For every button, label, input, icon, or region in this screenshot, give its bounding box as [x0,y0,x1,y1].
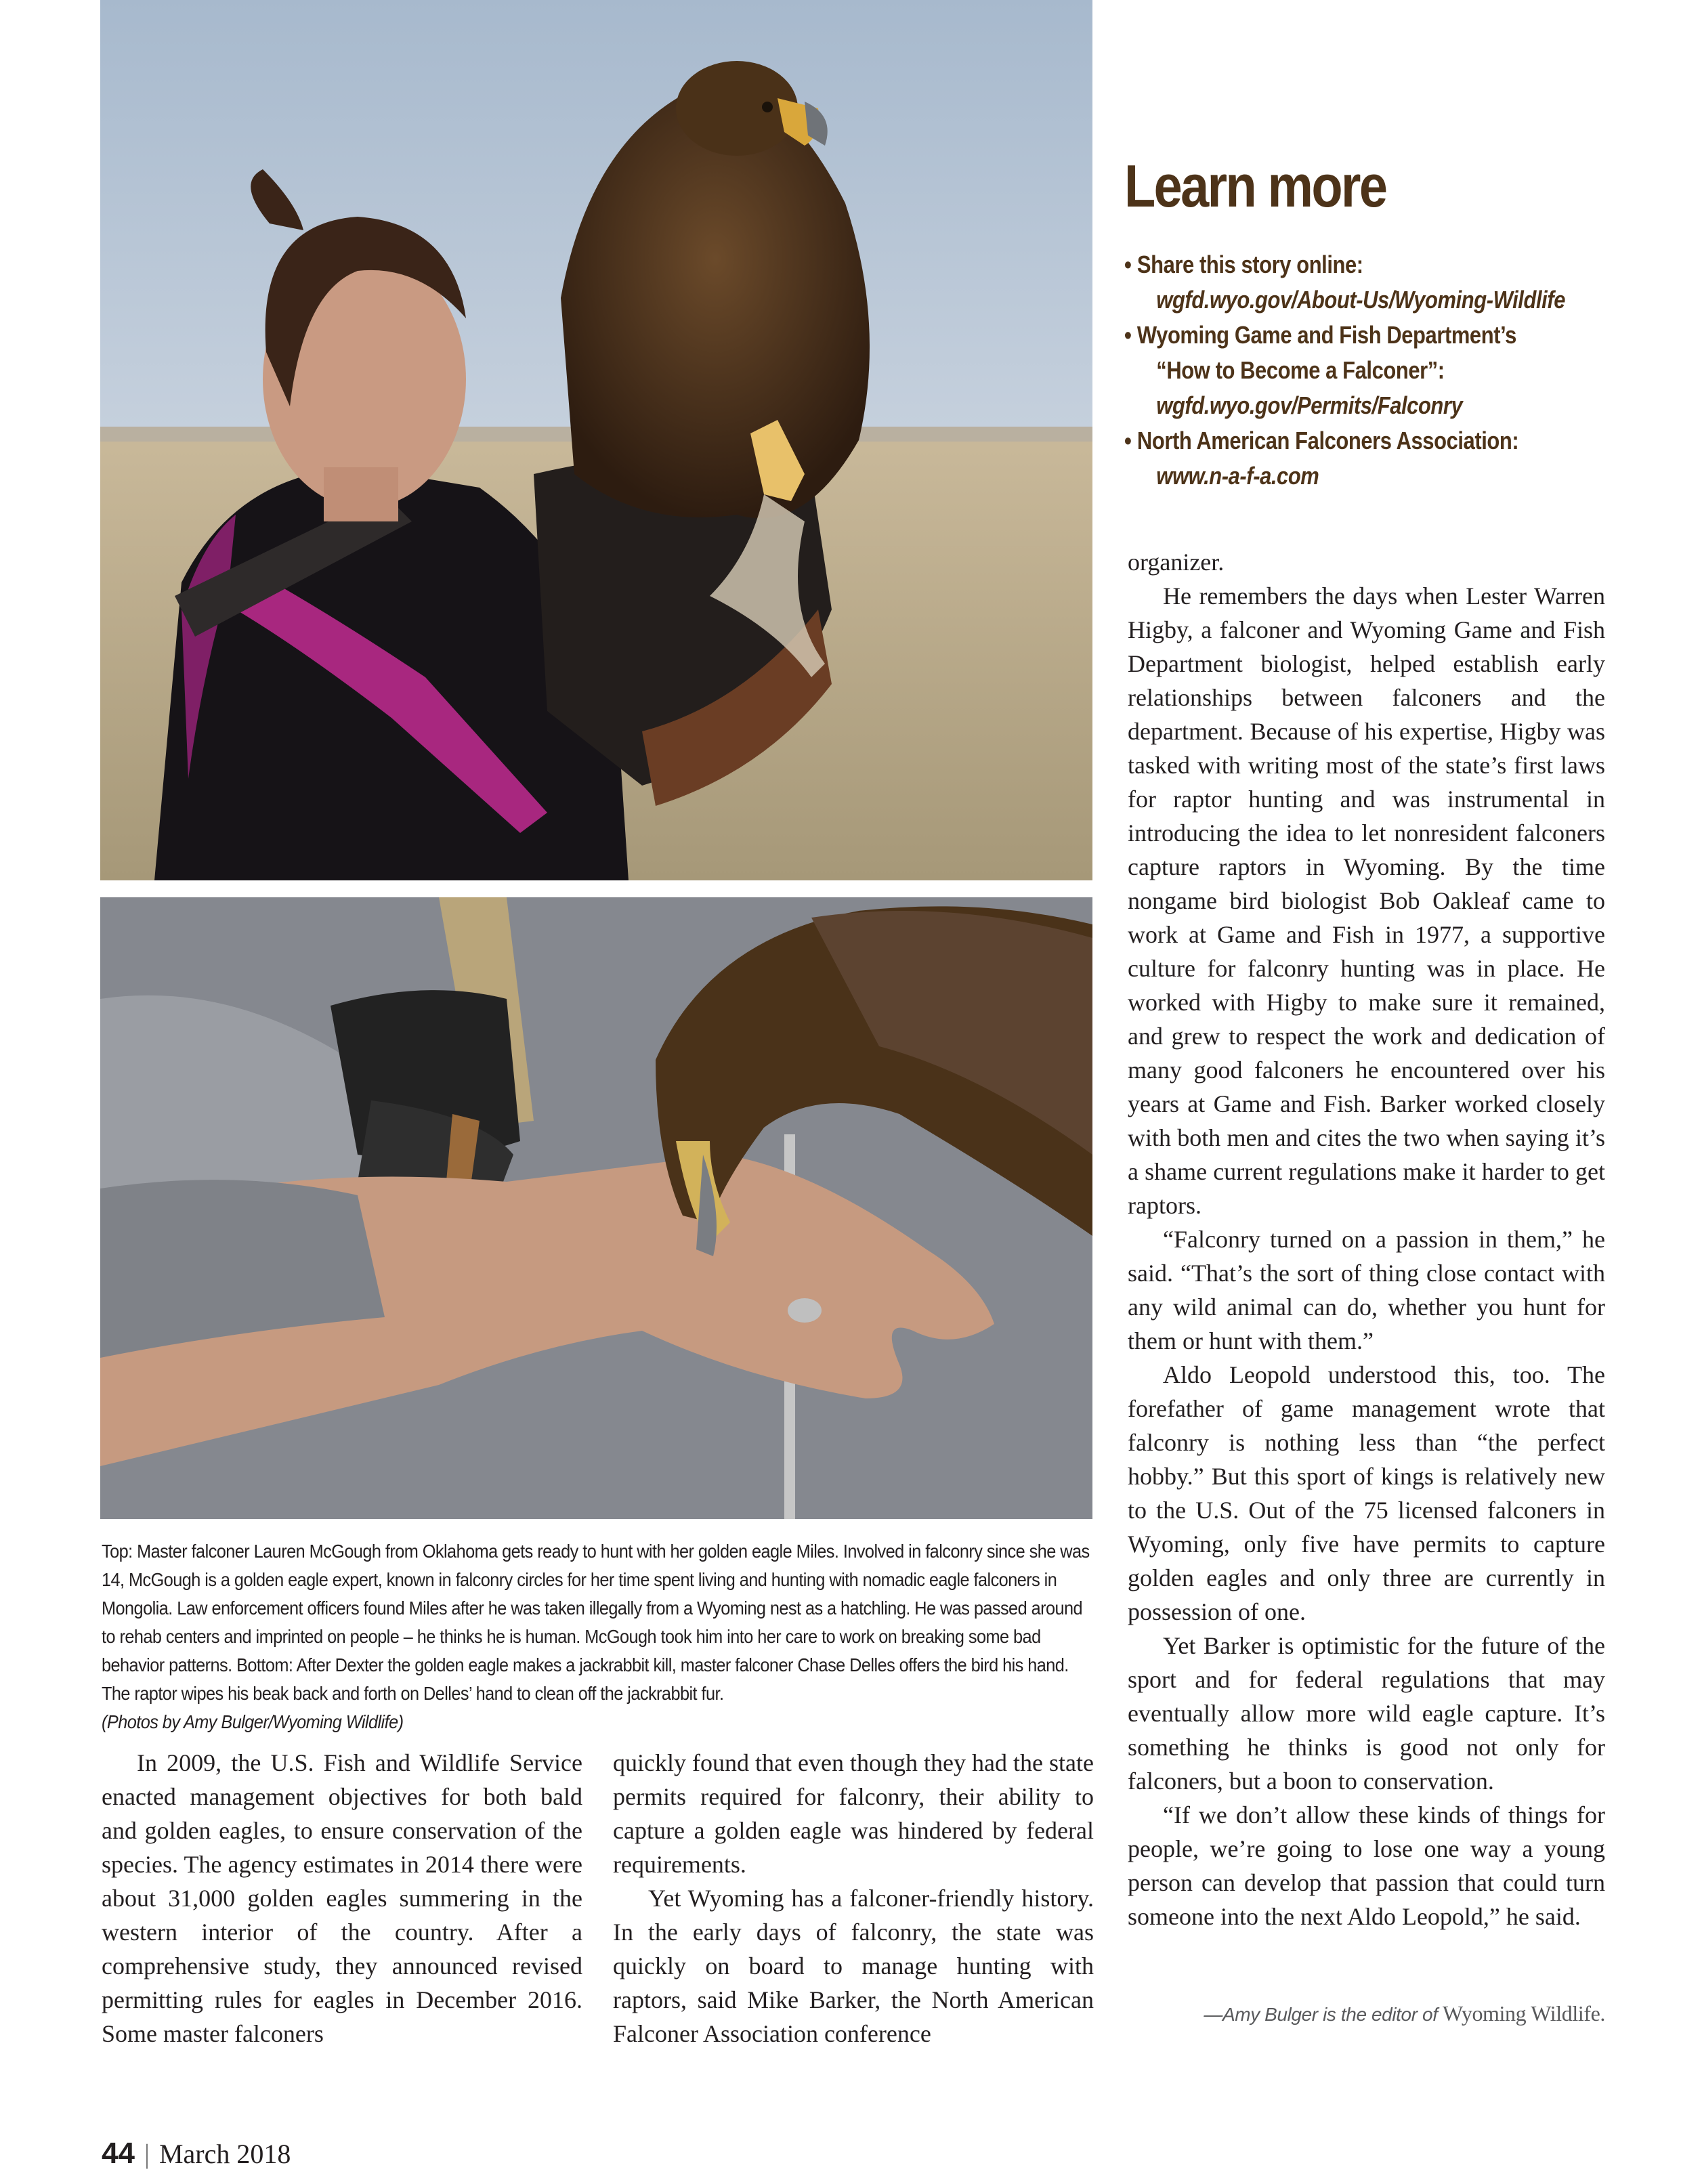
bullet-icon: • [1124,251,1132,278]
issue-date: March 2018 [158,2139,291,2169]
article-paragraph: “Falconry turned on a passion in them,” he said. “That’s the sort of thing close contact with any wild animal can do, whether you hunt for them or hunt with them.” [1128,1226,1605,1354]
learn-more-title: Learn more [1124,152,1386,219]
learn-more-label: Share this story online: [1136,251,1363,278]
learn-more-link[interactable]: wgfd.wyo.gov/Permits/Falconry [1156,391,1463,419]
article-paragraph: Yet Barker is optimistic for the future of the sport and for federal regulations that may eventually allow more wild eagle capture. It’s something he thinks is good not only for falconers, but a boon to conservation. [1128,1632,1605,1795]
caption-text: Top: Master falconer Lauren McGough from Oklahoma gets ready to hunt with her golden eagle Miles. Involved in falconry since she was 14, McGough is a golden eagle expert, known in falconry circles for her time spent living and hunting with nomadic eagle falconers in Mongolia. Law enforcement officers found Miles after he was taken illegally from a Wyoming nest as a hatchling. He was passed around to rehab centers and imprinted on people – he thinks he is human. McGough took him into her care to work on breaking some bad behavior patterns. Bottom: After Dexter the golden eagle makes a jackrabbit kill, master falconer Chase Delles offers the bird his hand. The raptor wipes his beak back and forth on Delles’ hand to clean off the jackrabbit fur. [102,1541,1090,1704]
learn-more-label: Wyoming Game and Fish Department’s [1136,321,1516,349]
article-paragraph: quickly found that even though they had the state permits required for falconry, their ability to capture a golden eagle was hindered by federal requirements. [613,1749,1094,1878]
photo-eagle-on-hand [100,897,1092,1519]
photo-credit: (Photos by Amy Bulger/Wyoming Wildlife) [102,1711,404,1732]
photo-top-illustration [100,0,1092,880]
learn-more-label: North American Falconers Association: [1136,427,1519,454]
article-paragraph: “If we don’t allow these kinds of things for people, we’re going to lose one way a young person can develop that passion that could turn someone into the next Aldo Leopold,” he said. [1128,1801,1605,1930]
page-folio [102,2137,291,2170]
photo-falconer-with-eagle [100,0,1092,880]
photo-bottom-illustration [100,897,1092,1519]
learn-more-link[interactable]: www.n-a-f-a.com [1156,462,1319,490]
article-column-3 [1128,545,1605,1933]
bullet-icon: • [1124,427,1132,454]
learn-more-box [1124,152,1639,494]
byline-text: —Amy Bulger is the editor of [1204,2004,1443,2025]
article-paragraph: organizer. [1128,549,1225,576]
learn-more-item [1124,247,1631,318]
folio-separator: | [144,2139,150,2169]
learn-more-label-continued: “How to Become a Falconer”: [1156,356,1445,384]
learn-more-link[interactable]: wgfd.wyo.gov/About-Us/Wyoming-Wildlife [1156,286,1565,314]
author-byline [1128,2001,1605,2026]
page-number: 44 [102,2137,135,2170]
bullet-icon: • [1124,321,1132,349]
learn-more-item [1124,318,1631,423]
article-paragraph: He remembers the days when Lester Warren Higby, a falconer and Wyoming Game and Fish Department biologist, helped establish early relationships between falconers and the department. Because of his expertise, Higby was tasked with writing most of the state’s first laws for raptor hunting and was instrumental in introducing the idea to let nonresident falconers capture raptors in Wyoming. By the time nongame bird biologist Bob Oakleaf came to work at Game and Fish in 1977, a supportive culture for falconry hunting was in place. He worked with Higby to make sure it remained, and grew to respect the work and dedication of many good falconers he encountered over his years at Game and Fish. Barker worked closely with both men and cites the two when saying it’s a shame current regulations make it harder to get raptors. [1128,582,1605,1219]
learn-more-item [1124,423,1631,494]
byline-publication: Wyoming Wildlife. [1442,2001,1605,2026]
article-paragraph: Yet Wyoming has a falconer-friendly history. In the early days of falconry, the state was quickly on board to manage hunting with raptors, said Mike Barker, the North American Falconer Association conference [613,1885,1094,2047]
learn-more-list [1124,247,1639,494]
article-paragraph: Aldo Leopold understood this, too. The forefather of game management wrote that falconry is nothing less than “the perfect hobby.” But this sport of kings is relatively new to the U.S. Out of the 75 licensed falconers in Wyoming, only five have permits to capture golden eagles and only three are currently in possession of one. [1128,1361,1605,1625]
article-paragraph: In 2009, the U.S. Fish and Wildlife Service enacted management objectives for both bald and golden eagles, to ensure conservation of the species. The agency estimates in 2014 there were about 31,000 golden eagles summering in the western interior of the country. After a comprehensive study, they announced revised permitting rules for eagles in December 2016. Some master falconers [102,1749,582,2047]
article-column-1 [102,1746,582,2051]
photo-caption [102,1537,1092,1736]
article-column-2 [613,1746,1094,2051]
